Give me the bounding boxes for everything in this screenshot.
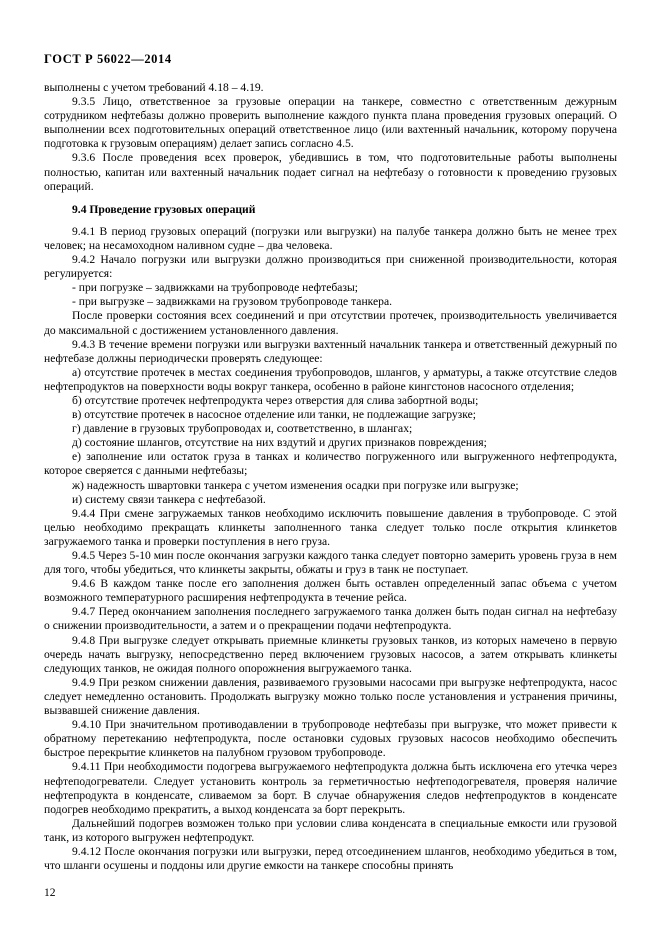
paragraph-9-4-2: 9.4.2 Начало погрузки или выгрузки должно производиться при сниженной производительности, которая регулируется: bbox=[44, 253, 617, 281]
paragraph-9-4-9: 9.4.9 При резком снижении давления, развиваемого грузовыми насосами при выгрузке нефтепродукта, насос следует немедленно остановить. Продолжать выгрузку можно только после установления и устранения причины, вызвавшей снижение давления. bbox=[44, 675, 617, 718]
paragraph-9-4-6: 9.4.6 В каждом танке после его заполнения должен быть оставлен определенный запас объема с учетом возможного температурного расширения нефтепродукта в течение рейса. bbox=[44, 577, 617, 605]
paragraph-9-4-7: 9.4.7 Перед окончанием заполнения последнего загружаемого танка должен быть подан сигнал на нефтебазу о снижении производительности, а затем и о прекращении подачи нефтепродукта. bbox=[44, 605, 617, 633]
page-number: 12 bbox=[44, 886, 56, 899]
document-body bbox=[44, 81, 617, 873]
paragraph-9-4-3: 9.4.3 В течение времени погрузки или выгрузки вахтенный начальник танкера и ответственный дежурный по нефтебазе должны периодически проверять следующее: bbox=[44, 337, 617, 365]
list-item-b: б) отсутствие протечек нефтепродукта через отверстия для слива забортной воды; bbox=[72, 393, 479, 407]
list-item-d: д) состояние шлангов, отсутствие на них вздутий и других признаков повреждения; bbox=[72, 436, 487, 450]
list-item-i: и) систему связи танкера с нефтебазой. bbox=[72, 492, 266, 506]
paragraph-9-4-11-continuation: Дальнейший подогрев возможен только при условии слива конденсата в специальные емкости или грузовой танк, из которого выгружен нефтепродукт. bbox=[44, 816, 617, 844]
paragraph-9-3-5: 9.3.5 Лицо, ответственное за грузовые операции на танкере, совместно с ответственным дежурным сотрудником нефтебазы должно проверить выполнение каждого пункта плана проведения грузовых операций. О выполнении всех подготовительных операций ответственное лицо (или вахтенный начальник, которому поручена подготовка к грузовым операциям) делает запись согласно 4.5. bbox=[44, 95, 617, 151]
paragraph-9-4-5: 9.4.5 Через 5-10 мин после окончания загрузки каждого танка следует повторно замерить уровень груза в нем для того, чтобы убедиться, что клинкеты закрыты, обжаты и груз в танк не поступает. bbox=[44, 549, 617, 577]
paragraph-9-4-1: 9.4.1 В период грузовых операций (погрузки или выгрузки) на палубе танкера должно быть не менее трех человек; на несамоходном наливном судне – два человека. bbox=[44, 224, 617, 252]
list-item-unloading-valves: - при выгрузке – задвижками на грузовом трубопроводе танкера. bbox=[72, 295, 392, 309]
list-item-zh: ж) надежность швартовки танкера с учетом изменения осадки при погрузке или выгрузке; bbox=[72, 478, 519, 492]
page-header: ГОСТ Р 56022—2014 bbox=[44, 52, 172, 66]
list-item-v: в) отсутствие протечек в насосное отделение или танки, не подлежащие загрузке; bbox=[72, 408, 476, 422]
paragraph-9-3-6: 9.3.6 После проведения всех проверок, убедившись в том, что подготовительные работы выполнены полностью, капитан или вахтенный начальник подает сигнал на нефтебазу о готовности к проведению грузовых операций. bbox=[44, 151, 617, 193]
list-item-g: г) давление в грузовых трубопроводах и, соответственно, в шлангах; bbox=[72, 422, 413, 436]
paragraph-9-4-8: 9.4.8 При выгрузке следует открывать приемные клинкеты грузовых танков, из которых намечено в первую очередь начать выгрузку, непосредственно перед включением грузовых насосов, а затем открывать клинкеты следующих танков, не ожидая полного опорожнения выгружаемого танка. bbox=[44, 633, 617, 675]
paragraph-9-4-10: 9.4.10 При значительном противодавлении в трубопроводе нефтебазы при выгрузке, что может привести к обратному перетеканию нефтепродукта, после остановки судовых грузовых насосов необходимо обеспечить быстрое перекрытие клинкетов на палубном грузовом трубопроводе. bbox=[44, 718, 617, 760]
paragraph-9-4-4: 9.4.4 При смене загружаемых танков необходимо исключить повышение давления в трубопроводе. С этой целью необходимо прекращать клинкеты заполненного танка следует только после открытия клинкетов загружаемого танка и проверки поступления в него груза. bbox=[44, 506, 617, 548]
paragraph-9-4-12: 9.4.12 После окончания погрузки или выгрузки, перед отсоединением шлангов, необходимо убедиться в том, что шланги осушены и поддоны или другие емкости на танкере способны принять bbox=[44, 844, 617, 873]
paragraph-9-4-2-continuation: После проверки состояния всех соединений и при отсутствии протечек, производительность увеличивается до максимальной с достижением установленного давления. bbox=[44, 309, 617, 337]
paragraph-intro: выполнены с учетом требований 4.18 – 4.19. bbox=[44, 81, 264, 94]
section-heading-9-4: 9.4 Проведение грузовых операций bbox=[72, 202, 256, 216]
list-item-e: е) заполнение или остаток груза в танках и количество погруженного или выгруженного нефтепродукта, которое сверяется с данными нефтебазы; bbox=[44, 450, 617, 478]
list-item-a: а) отсутствие протечек в местах соединения трубопроводов, шлангов, у арматуры, а также отсутствие следов нефтепродуктов на поверхности воды вокруг танкера, особенно в районе кингстонов насосного отделения; bbox=[44, 365, 617, 393]
paragraph-9-4-11: 9.4.11 При необходимости подогрева выгружаемого нефтепродукта должна быть исключена его утечка через нефтеподогреватели. Следует установить контроль за герметичностью нефтеподогревателя, проверяя наличие нефтепродукта в конденсате, сливаемом за борт. В случае обнаружения следов нефтепродуктов в конденсате подогрев необходимо прекратить, а выход конденсата за борт перекрыть. bbox=[44, 760, 617, 816]
list-item-loading-valves: - при погрузке – задвижками на трубопроводе нефтебазы; bbox=[72, 281, 358, 295]
